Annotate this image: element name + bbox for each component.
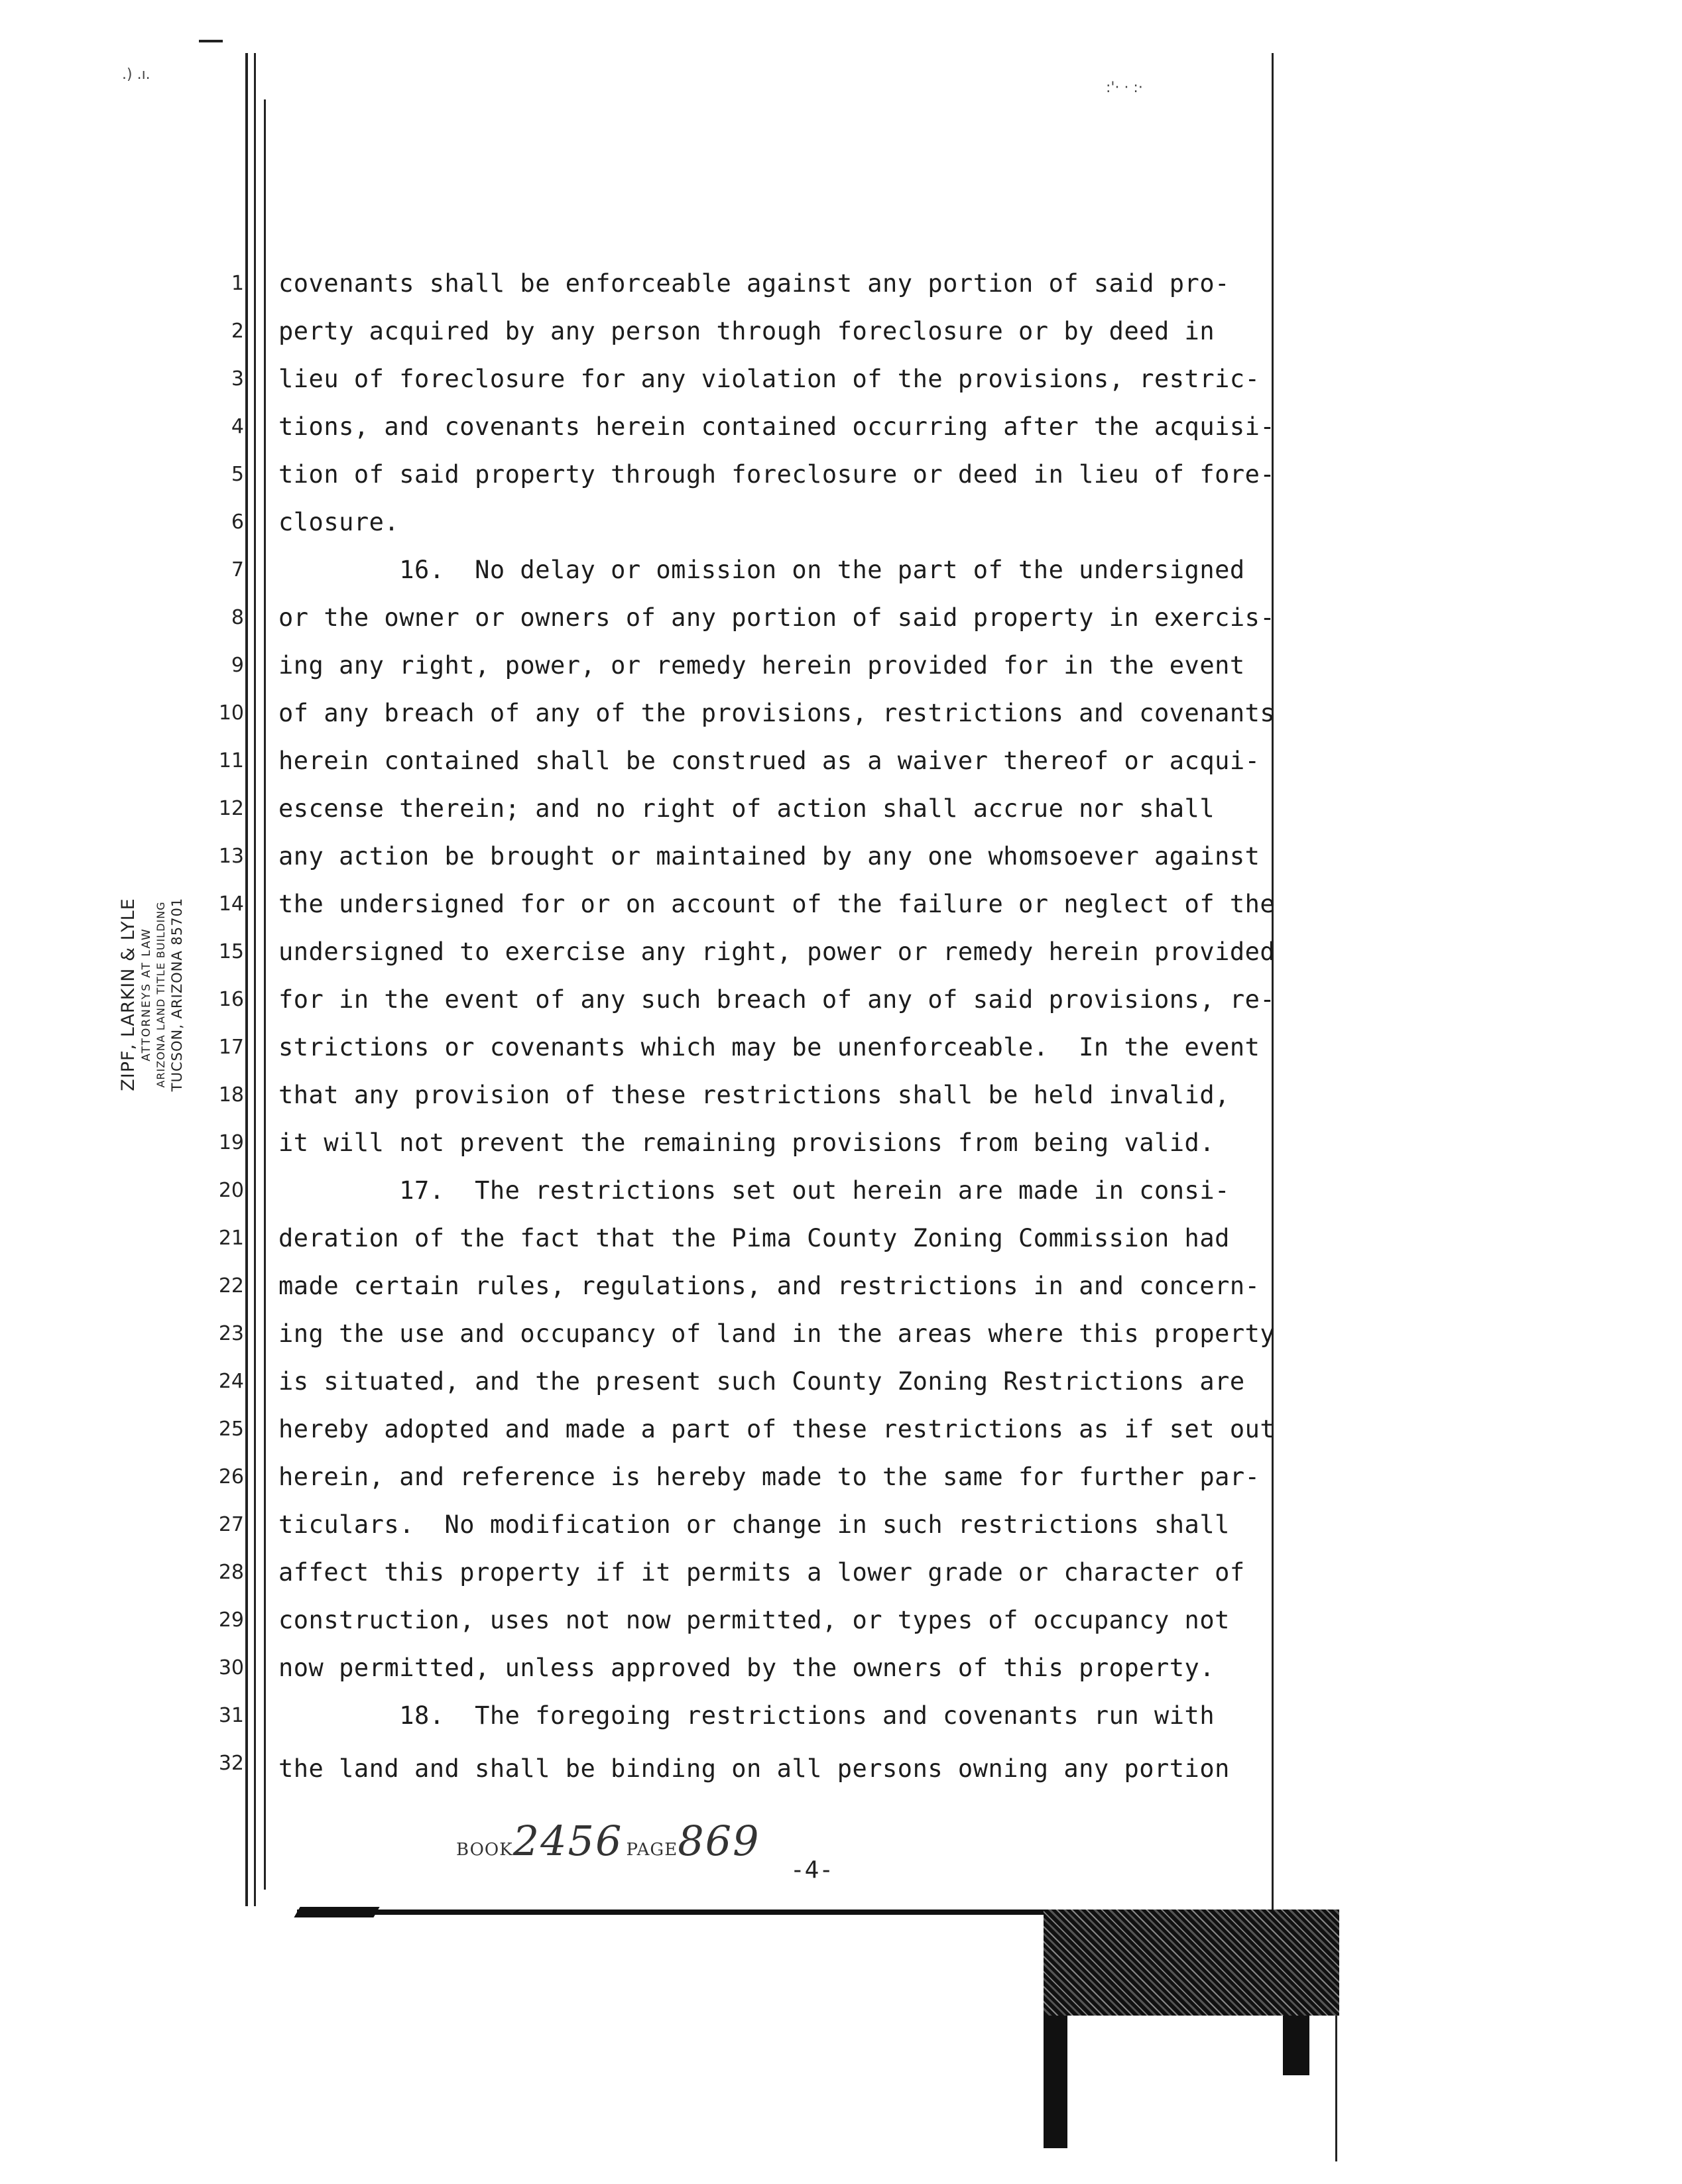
body-line: tions, and covenants herein contained occurring after the acquisi-	[278, 412, 1276, 441]
scan-artifact-left-bar	[1044, 2016, 1067, 2148]
scan-artifact-edge	[1335, 2016, 1337, 2161]
line-number: 8	[231, 606, 244, 629]
firm-name: ZIPF, LARKIN & LYLE	[118, 898, 139, 1091]
body-line: hereby adopted and made a part of these restrictions as if set out	[278, 1415, 1276, 1443]
body-line: 18. The foregoing restrictions and covenants run with	[278, 1701, 1215, 1730]
page-label: PAGE	[626, 1840, 678, 1860]
body-line: 16. No delay or omission on the part of the undersigned	[278, 556, 1245, 584]
line-number: 9	[231, 654, 244, 677]
body-line: the land and shall be binding on all persons owning any portion	[278, 1754, 1230, 1783]
page-number-stamp: 869	[678, 1817, 760, 1865]
firm-building: ARIZONA LAND TITLE BUILDING	[154, 901, 167, 1088]
line-number: 24	[218, 1370, 244, 1393]
body-line: made certain rules, regulations, and restrictions in and concern-	[278, 1272, 1260, 1300]
body-line: is situated, and the present such County Zoning Restrictions are	[278, 1367, 1245, 1396]
firm-address: TUCSON, ARIZONA 85701	[169, 897, 185, 1092]
page-number: -4-	[790, 1856, 834, 1884]
bottom-rule-start	[294, 1907, 379, 1917]
line-number: 2	[231, 320, 244, 343]
line-number: 16	[218, 988, 244, 1011]
body-line: ticulars. No modification or change in such restrictions shall	[278, 1510, 1230, 1539]
body-line: affect this property if it permits a lower grade or character of	[278, 1558, 1245, 1587]
line-number: 3	[231, 367, 244, 391]
firm-title: ATTORNEYS AT LAW	[140, 928, 153, 1062]
line-number: 14	[218, 892, 244, 916]
body-line: escense therein; and no right of action shall accrue nor shall	[278, 794, 1215, 823]
body-line: that any provision of these restrictions shall be held invalid,	[278, 1081, 1230, 1109]
body-line: perty acquired by any person through foreclosure or by deed in	[278, 317, 1215, 345]
left-margin-rule	[245, 53, 248, 1906]
top-right-marks: :'· · :·	[1106, 80, 1143, 96]
body-line: ing any right, power, or remedy herein provided for in the event	[278, 651, 1245, 680]
line-number: 19	[218, 1131, 244, 1154]
line-number: 23	[218, 1322, 244, 1345]
firm-stamp	[118, 875, 198, 1114]
line-number: 25	[218, 1418, 244, 1441]
line-number: 10	[218, 701, 244, 725]
body-line: herein contained shall be construed as a waiver thereof or acqui-	[278, 747, 1260, 775]
body-line: deration of the fact that the Pima County Zoning Commission had	[278, 1224, 1230, 1252]
body-line: tion of said property through foreclosure or deed in lieu of fore-	[278, 460, 1276, 489]
line-number: 21	[218, 1227, 244, 1250]
line-number: 22	[218, 1274, 244, 1298]
body-line: any action be brought or maintained by any one whomsoever against	[278, 842, 1260, 871]
line-number: 5	[231, 463, 244, 486]
body-line: construction, uses not now permitted, or types of occupancy not	[278, 1606, 1230, 1634]
body-line: 17. The restrictions set out herein are made in consi-	[278, 1176, 1230, 1205]
recording-stamp	[456, 1817, 760, 1865]
scan-artifact-block	[1044, 1910, 1339, 2016]
line-number: 15	[218, 940, 244, 963]
line-number: 20	[218, 1179, 244, 1202]
body-line: or the owner or owners of any portion of said property in exercis-	[278, 603, 1276, 632]
line-number: 18	[218, 1083, 244, 1107]
line-number: 11	[218, 749, 244, 772]
line-number: 27	[218, 1513, 244, 1536]
body-line: lieu of foreclosure for any violation of the provisions, restric-	[278, 365, 1260, 393]
book-number: 2456	[512, 1817, 623, 1865]
line-number: 17	[218, 1036, 244, 1059]
line-number: 29	[218, 1608, 244, 1632]
left-margin-rule-double	[254, 53, 256, 1906]
line-number: 26	[218, 1465, 244, 1488]
line-number: 1	[231, 272, 244, 295]
text-margin-rule	[264, 99, 266, 1890]
body-line: the undersigned for or on account of the failure or neglect of the	[278, 890, 1276, 918]
top-tick	[199, 40, 223, 42]
body-line: herein, and reference is hereby made to the same for further par-	[278, 1463, 1260, 1491]
book-label: BOOK	[456, 1840, 513, 1860]
line-number: 13	[218, 845, 244, 868]
body-line: covenants shall be enforceable against any portion of said pro-	[278, 269, 1230, 298]
line-number: 28	[218, 1561, 244, 1584]
body-line: closure.	[278, 508, 400, 536]
line-number: 4	[231, 415, 244, 438]
line-number: 12	[218, 797, 244, 820]
body-line: now permitted, unless approved by the owners of this property.	[278, 1654, 1215, 1682]
body-line: it will not prevent the remaining provisions from being valid.	[278, 1128, 1215, 1157]
body-line: of any breach of any of the provisions, restrictions and covenants	[278, 699, 1276, 727]
body-line: strictions or covenants which may be unenforceable. In the event	[278, 1033, 1260, 1062]
body-line: for in the event of any such breach of any of said provisions, re-	[278, 985, 1276, 1014]
margin-marks: .) .ı.	[122, 66, 150, 83]
body-line: undersigned to exercise any right, power or remedy herein provided	[278, 938, 1276, 966]
scan-artifact-right-bar	[1283, 2016, 1309, 2075]
line-number: 31	[218, 1704, 244, 1727]
line-number: 6	[231, 511, 244, 534]
line-number: 7	[231, 558, 244, 581]
body-line: ing the use and occupancy of land in the areas where this property	[278, 1319, 1276, 1348]
line-number: 32	[218, 1752, 244, 1775]
line-number: 30	[218, 1656, 244, 1679]
